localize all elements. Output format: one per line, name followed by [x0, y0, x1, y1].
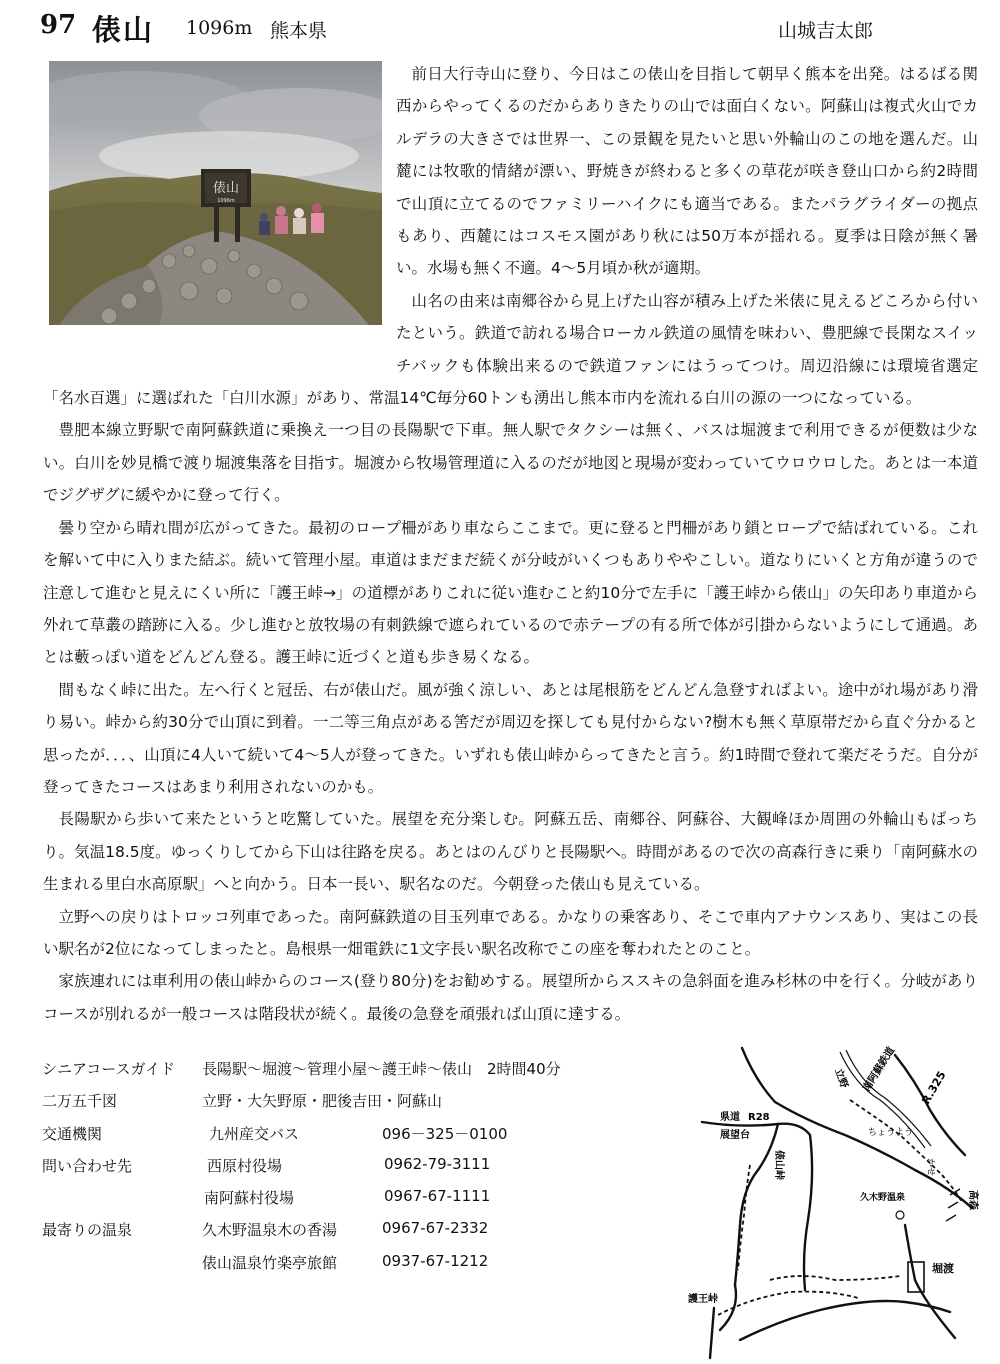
paragraph: 立野への戻りはトロッコ列車であった。南阿蘇鉄道の目玉列車である。かなりの乗客あり、そこで車内アナウンスあり、実はこの長い駅名が2位になってしまったと。島根県一畑電鉄に1文字長い駅名改称でこの座を奪われたとのこと。 — [43, 907, 978, 958]
map-station-box — [908, 1262, 924, 1292]
map-label-r28: R28 — [748, 1112, 770, 1123]
route-map — [680, 1040, 990, 1360]
guide-row-inquiry-2 — [42, 1187, 662, 1219]
map-label-takamori: 高森 — [967, 1190, 978, 1210]
map-label-tateno: 立野 — [832, 1067, 850, 1090]
guide-value: 俵山温泉竹楽亭旅館 — [202, 1253, 338, 1272]
guide-row-transport — [42, 1123, 662, 1155]
map-label-horiwatari: 堀渡 — [932, 1262, 954, 1275]
guide-label: 最寄りの温泉 — [42, 1221, 133, 1240]
guide-label: 二万五千図 — [42, 1092, 118, 1111]
map-label-chouyou: ちょうよう — [868, 1128, 914, 1138]
guide-phone: 096－325－0100 — [382, 1124, 508, 1143]
guide-phone: 0967-67-1111 — [384, 1187, 491, 1206]
guide-value: 長陽駅～堀渡～管理小屋～護王峠～俵山 2時間40分 — [202, 1060, 561, 1078]
map-label-railway: 南阿蘇鉄道 — [861, 1045, 898, 1094]
map-label-tenbodai: 展望台 — [720, 1130, 750, 1141]
prefecture: 熊本県 — [270, 20, 328, 42]
guide-phone: 0967-67-2332 — [382, 1219, 489, 1238]
paragraph: 山名の由来は南郷谷から見上げた山容が積み上げた米俵に見えるどころから付いたという。鉄道で訪れる場合ローカル鉄道の風情を味わい、豊肥線で長閑なスイッチバックも体験出来るので鉄道ファンにはうってつけ。周辺沿線には環境省選定「名水百選」に選ばれた「白川水源」があり、常温14℃毎分60トンも湧出し熊本市内を流れる白川の源の一つになっている。 — [43, 291, 978, 408]
guide-row-inquiry — [42, 1155, 662, 1187]
guide-label: シニアコースガイド — [42, 1060, 176, 1078]
photo-sign-text: 俵山 — [212, 181, 240, 196]
guide-row-onsen-2 — [42, 1252, 662, 1284]
guide-value: 南阿蘇村役場 — [204, 1189, 295, 1208]
author-name: 山城吉太郎 — [778, 20, 874, 42]
mountain-name: 俵山 — [92, 13, 155, 47]
paragraph: 前日大行寺山に登り、今日はこの俵山を目指して朝早く熊本を出発。はるばる関西からやってくるのだからありきたりの山では面白くない。阿蘇山は複式火山でカルデラの大きさでは世界一、この景観を見たいと思い外輪山のこの地を選んだ。山麓には牧歌的情緒が漂い、野焼きが終わると多くの草花が咲き登山口から約2時間で山頂に立てるのでファミリーハイクにも適当である。またパラグライダーの拠点もあり、西麓にはコスモス園があり秋には50万本が揺れる。夏季は日陰が無く暑い。水場も無く不適。4～5月頃か秋が適期。 — [396, 65, 978, 278]
elevation: 1096m — [186, 17, 253, 39]
paragraph: 長陽駅から歩いて来たというと吃驚していた。展望を充分楽しむ。阿蘇五岳、南郷谷、阿蘇谷、大観峰ほか周囲の外輪山もばっちり。気温18.5度。ゆっくりしてから下山は往路を戻る。あとはのんびりと長陽駅へ。時間があるので次の高森行きに乗り「南阿蘇水の生まれる里白水高原駅」へと向かう。日本一長い、駅名なのだ。今朝登った俵山も見えている。 — [43, 810, 978, 894]
map-label-ken-road: 県道 — [720, 1112, 740, 1123]
paragraph: 豊肥本線立野駅で南阿蘇鉄道に乗換え一つ目の長陽駅で下車。無人駅でタクシーは無く、バスは堀渡まで利用できるが便数は少ない。白川を妙見橋で渡り堀渡集落を目指す。堀渡から牧場管理道に入るのだが地図と現場が変わっていてウロウロした。あとは一本道でジグザグに緩やかに登って行く。 — [43, 421, 978, 505]
guide-label: 交通機関 — [42, 1124, 103, 1143]
onsen-mark-icon — [896, 1211, 904, 1219]
guide-label: 問い合わせ先 — [42, 1156, 133, 1175]
guide-phone: 0962-79-3111 — [384, 1154, 491, 1173]
route-number: 97 — [40, 10, 77, 40]
photo-sign-sub: 1096m — [217, 198, 235, 204]
guide-row-course — [42, 1058, 662, 1090]
map-label-kugino-onsen: 久木野温泉 — [860, 1193, 906, 1203]
rail-ties — [946, 1189, 960, 1221]
guide-value: 西原村役場 — [207, 1156, 283, 1175]
guide-row-map — [42, 1090, 662, 1122]
article-body — [43, 58, 978, 1030]
map-label-kami: かせ — [925, 1158, 935, 1177]
guide-value: 立野・大矢野原・肥後吉田・阿蘇山 — [202, 1092, 443, 1111]
paragraph: 曇り空から晴れ間が広がってきた。最初のロープ柵があり車ならここまで。更に登ると門柵があり鎖とロープで結ばれている。これを解いて中に入りまた結ぶ。続いて管理小屋。車道はまだまだ続くが分岐がいくつもありややこしい。道なりにいくと方角が違うので注意して進むと見えにくい所に「護王峠→」の道標がありこれに従い進むこと約10分で左手に「護王峠から俵山」の矢印あり車道から外れて草叢の踏跡に入る。少し進むと放牧場の有刺鉄線で遮られているので赤テープの有る所で体が引掛からないようにして通過。あとは藪っぽい道をどんどん登る。護王峠に近づくと道も歩き易くなる。 — [43, 518, 978, 667]
guide-value: 久木野温泉木の香湯 — [202, 1221, 338, 1240]
guide-phone: 0937-67-1212 — [382, 1251, 489, 1270]
guide-row-onsen — [42, 1219, 662, 1251]
paragraph: 間もなく峠に出た。左へ行くと冠岳、右が俵山だ。風が強く涼しい、あとは尾根筋をどんどん急登すればよい。途中がれ場があり滑り易い。峠から約30分で山頂に到着。一二等三角点がある筈だが周辺を探しても見付からない?樹木も無く草原帯だから直ぐ分かると思ったが．．．、山頂に4人いて続いて4～5人が登ってきた。いずれも俵山峠からってきたと言う。約1時間で登れて楽だそうだ。自分が登ってきたコースはあまり利用されないのかも。 — [43, 680, 978, 796]
guide-value: 九州産交バス — [209, 1124, 300, 1143]
map-label-r325: R.325 — [919, 1068, 949, 1107]
paragraph: 家族連れには車利用の俵山峠からのコース(登り80分)をお勧めする。展望所からススキの急斜面を進み杉林の中を行く。分岐がありコースが別れるが一般コースは階段状が続く。最後の急登を頑張れば山頂に達する。 — [43, 972, 978, 1023]
map-label-tawarayama-toge: 俵山峠 — [773, 1150, 784, 1180]
map-label-goou-toge: 護王峠 — [688, 1294, 718, 1305]
page-header — [40, 8, 980, 48]
course-guide — [42, 1058, 662, 1284]
